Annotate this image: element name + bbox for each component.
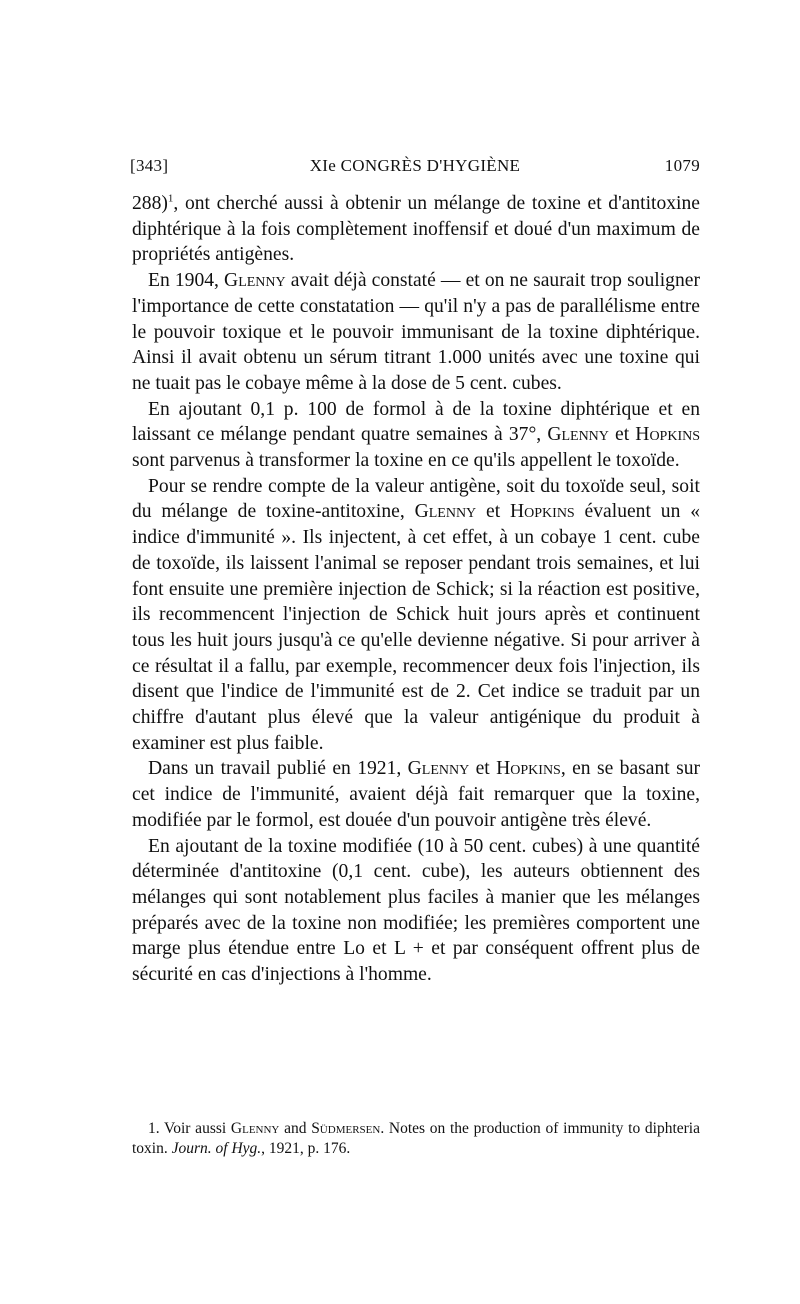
author-name: Hopkins: [510, 501, 575, 523]
text-run: 288): [132, 193, 168, 214]
paragraph-2: [132, 268, 700, 397]
paragraph-4: [132, 474, 700, 757]
text-run: . Notes on the production of immunity to diphteria toxin.: [132, 1120, 700, 1157]
author-name: Glenny: [407, 758, 470, 780]
page-number: 1079: [664, 156, 700, 175]
journal-title: Journ. of Hyg.: [171, 1140, 262, 1157]
footnote: [132, 1119, 700, 1159]
footnote-marker: 1: [167, 192, 174, 205]
text-run: , 1921, p. 176.: [261, 1140, 351, 1157]
text-run: , en se basant sur cet indice de l'immunité, avaient déjà fait remarquer que la toxine, modifiée par le formol, est douée d'un pouvoir antigène très élevé.: [132, 758, 701, 831]
paragraph-1: [132, 191, 700, 268]
text-run: et: [608, 424, 636, 446]
main-text: [132, 191, 700, 988]
author-name: Glenny: [230, 1120, 280, 1137]
author-name: Glenny: [224, 270, 286, 292]
text-run: et: [476, 501, 510, 523]
author-name: Südmersen: [311, 1120, 381, 1137]
running-header: [130, 156, 700, 178]
text-run: évaluent un « indice d'immunité ». Ils injectent, à cet effet, à un cobaye 1 cent. cube de toxoïde, ils laissent l'animal se reposer pendant trois semaines, et lui font ensuite une première injection de Schick; si la réaction est positive, ils recommencent l'injection de Schick huit jours après et continuent tous les huit jours jusqu'à ce qu'elle devienne négative. Si pour arriver à ce résultat il a fallu, par exemple, recommencer deux fois l'injection, ils disent que l'indice de l'immunité est de 2. Cet indice se traduit par un chiffre d'autant plus élevé que la valeur antigénique du produit à examiner est plus faible.: [132, 501, 700, 754]
text-run: En 1904,: [148, 270, 225, 292]
author-name: Hopkins: [496, 758, 561, 780]
text-run: et: [469, 758, 497, 780]
text-run: Pour se rendre compte de la valeur antigène, soit du toxoïde seul, soit du mélange de toxine-antitoxine,: [132, 475, 700, 523]
author-name: Glenny: [414, 501, 477, 523]
running-title: XIe CONGRÈS D'HYGIÈNE: [309, 156, 521, 175]
page-reference: [343]: [130, 156, 169, 175]
text-run: , ont cherché aussi à obtenir un mélange de toxine et d'antitoxine diphtérique à la fois complètement inoffensif et doué d'un maximum de propriétés antigènes.: [132, 193, 700, 266]
paragraph-3: [132, 397, 700, 474]
text-run: Dans un travail publié en 1921,: [148, 758, 408, 780]
author-name: Hopkins: [635, 424, 701, 446]
text-run: sont parvenus à transformer la toxine en ce qu'ils appellent le toxoïde.: [132, 450, 680, 472]
text-run: avait déjà constaté — et on ne saurait trop souligner l'importance de cette constatation — qu'il n'y a pas de parallélisme entre le pouvoir toxique et le pouvoir immunisant de la toxine diphtérique. Ainsi il avait obtenu un sérum titrant 1.000 unités avec une toxine qui ne tuait pas le cobaye même à la dose de 5 cent. cubes.: [132, 270, 700, 394]
footnote-text: [132, 1119, 700, 1159]
paragraph-6: En ajoutant de la toxine modifiée (10 à 50 cent. cubes) à une quantité déterminée d'antitoxine (0,1 cent. cube), les auteurs obtiennent des mélanges qui sont notablement plus faciles à manier que les mélanges préparés avec de la toxine non modifiée; les premières comportent une marge plus étendue entre Lo et L + et par conséquent offrent plus de sécurité en cas d'injections à l'homme.: [132, 835, 700, 986]
paragraph-5: [132, 756, 700, 833]
text-run: 1. Voir aussi: [148, 1120, 231, 1137]
text-run: and: [279, 1120, 312, 1137]
text-run: En ajoutant 0,1 p. 100 de formol à de la toxine diphtérique et en laissant ce mélange pendant quatre semaines à 37°,: [132, 398, 700, 446]
author-name: Glenny: [547, 424, 609, 446]
